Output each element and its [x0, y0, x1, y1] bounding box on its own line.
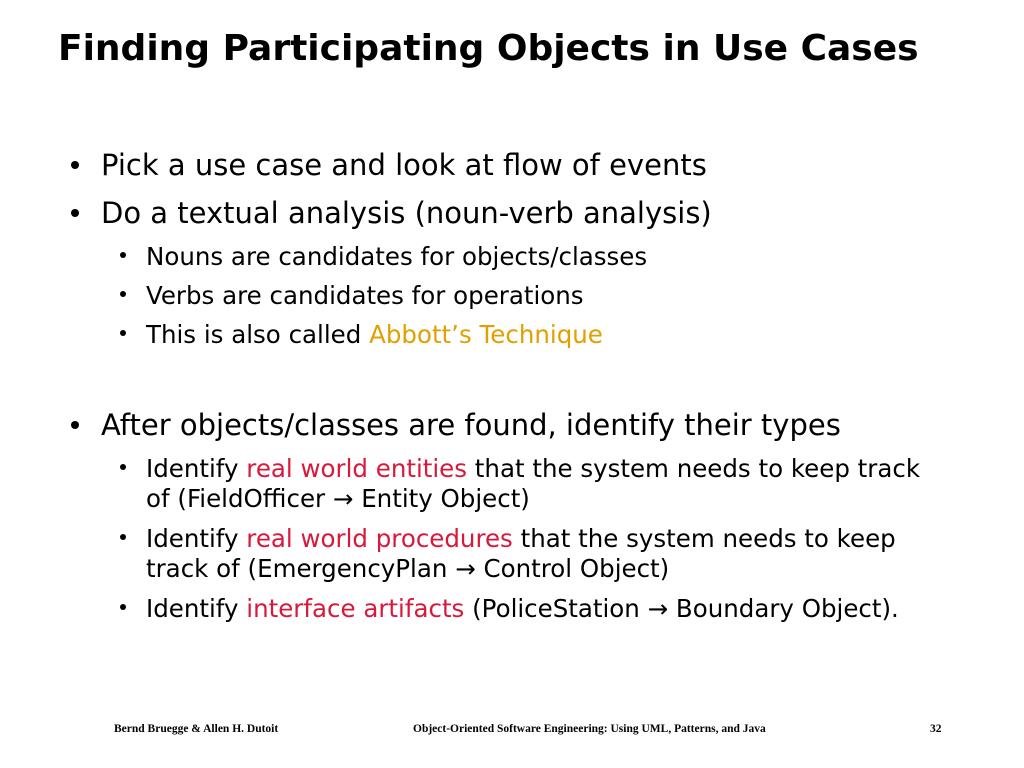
bullet-text: Do a textual analysis (noun-verb analysis)	[101, 196, 712, 230]
bullet-item	[101, 196, 981, 230]
bullet-text: Verbs are candidates for operations	[146, 281, 584, 310]
bullet-text: (PoliceStation → Boundary Object).	[464, 594, 899, 623]
bullet-text: Identify	[146, 594, 247, 623]
sub-bullet-item	[146, 281, 926, 311]
sub-bullet-item	[146, 454, 926, 514]
bullet-dot-icon	[71, 161, 79, 169]
bullet-item	[101, 148, 981, 182]
slide-title: Finding Participating Objects in Use Cases	[58, 28, 919, 69]
bullet-dot-icon	[120, 464, 126, 470]
bullet-item	[101, 408, 981, 442]
sub-bullet-item	[146, 594, 926, 624]
bullet-dot-icon	[71, 209, 79, 217]
sub-bullet-item	[146, 242, 926, 272]
highlight-text: Abbott’s Technique	[369, 320, 603, 349]
bullet-dot-icon	[120, 291, 126, 297]
bullet-dot-icon	[120, 330, 126, 336]
bullet-dot-icon	[71, 421, 79, 429]
bullet-dot-icon	[120, 534, 126, 540]
sub-bullet-item	[146, 320, 926, 350]
highlight-text: real world procedures	[246, 524, 513, 553]
bullet-text: Nouns are candidates for objects/classes	[146, 242, 648, 271]
footer-authors: Bernd Bruegge & Allen H. Dutoit	[114, 723, 279, 735]
highlight-text: interface artifacts	[246, 594, 465, 623]
bullet-text: After objects/classes are found, identify their types	[101, 408, 841, 442]
bullet-text: that the system needs to keep track of (FieldOfficer → Entity Object)	[146, 454, 921, 513]
highlight-text: real world entities	[246, 454, 468, 483]
bullet-text: that the system needs to keep track of (EmergencyPlan → Control Object)	[146, 524, 896, 583]
bullet-dot-icon	[120, 252, 126, 258]
bullet-text: Pick a use case and look at flow of events	[101, 148, 707, 182]
bullet-text: This is also called	[146, 320, 370, 349]
sub-bullet-item	[146, 524, 926, 584]
footer-book-title: Object-Oriented Software Engineering: Using UML, Patterns, and Java	[413, 723, 766, 735]
bullet-text: Identify	[146, 454, 247, 483]
bullet-text: Identify	[146, 524, 247, 553]
bullet-dot-icon	[120, 604, 126, 610]
footer-page-number: 32	[930, 723, 942, 735]
